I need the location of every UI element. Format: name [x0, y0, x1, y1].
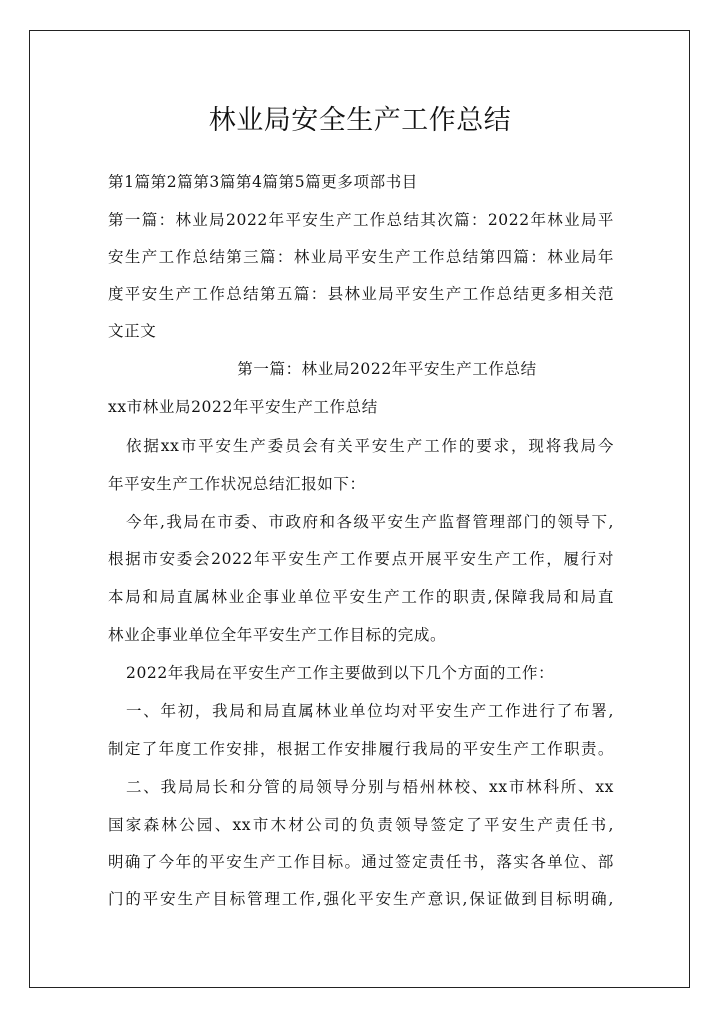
paragraph-line: 国家森林公园、xx市木材公司的负责领导签定了平安生产责任书,: [108, 816, 614, 834]
paragraph-line: 今年,我局在市委、市政府和各级平安生产监督管理部门的领导下,: [126, 513, 614, 531]
paragraph-line: 门的平安生产目标管理工作,强化平安生产意识,保证做到目标明确,: [108, 890, 614, 908]
paragraph-line: 林业企事业单位全年平安生产工作目标的完成。: [108, 626, 447, 644]
paragraph-line: 制定了年度工作安排，根据工作安排履行我局的平安生产工作职责。: [108, 740, 614, 758]
paragraph-line: 明确了今年的平安生产工作目标。通过签定责任书，落实各单位、部: [108, 853, 614, 871]
contents-line-3: 度平安生产工作总结第五篇：县林业局平安生产工作总结更多相关范: [108, 285, 614, 303]
paragraph-line: 本局和局直属林业企事业单位平安生产工作的职责,保障我局和局直: [108, 588, 614, 606]
document-title: 林业局安全生产工作总结: [208, 105, 512, 136]
catalog-line: 第1篇第2篇第3篇第4篇第5篇更多项部书目: [108, 173, 418, 191]
contents-line-4: 文正文: [108, 322, 157, 340]
section-heading: 第一篇：林业局2022年平安生产工作总结: [237, 360, 537, 378]
subtitle-line: xx市林业局2022年平安生产工作总结: [108, 398, 378, 416]
paragraph-line: 依据xx市平安生产委员会有关平安生产工作的要求，现将我局今: [126, 437, 614, 455]
paragraph-line: 年平安生产工作状况总结汇报如下：: [108, 475, 366, 493]
paragraph-line: 2022年我局在平安生产工作主要做到以下几个方面的工作：: [126, 664, 555, 682]
paragraph-line: 根据市安委会2022年平安生产工作要点开展平安生产工作，履行对: [108, 550, 614, 568]
contents-line-1: 第一篇：林业局2022年平安生产工作总结其次篇：2022年林业局平: [108, 211, 614, 229]
contents-line-2: 安生产工作总结第三篇：林业局平安生产工作总结第四篇：林业局年: [108, 248, 614, 266]
paragraph-line: 二、我局局长和分管的局领导分别与梧州林校、xx市林科所、xx: [126, 778, 614, 796]
paragraph-line: 一、年初，我局和局直属林业单位均对平安生产工作进行了布署,: [126, 702, 614, 720]
